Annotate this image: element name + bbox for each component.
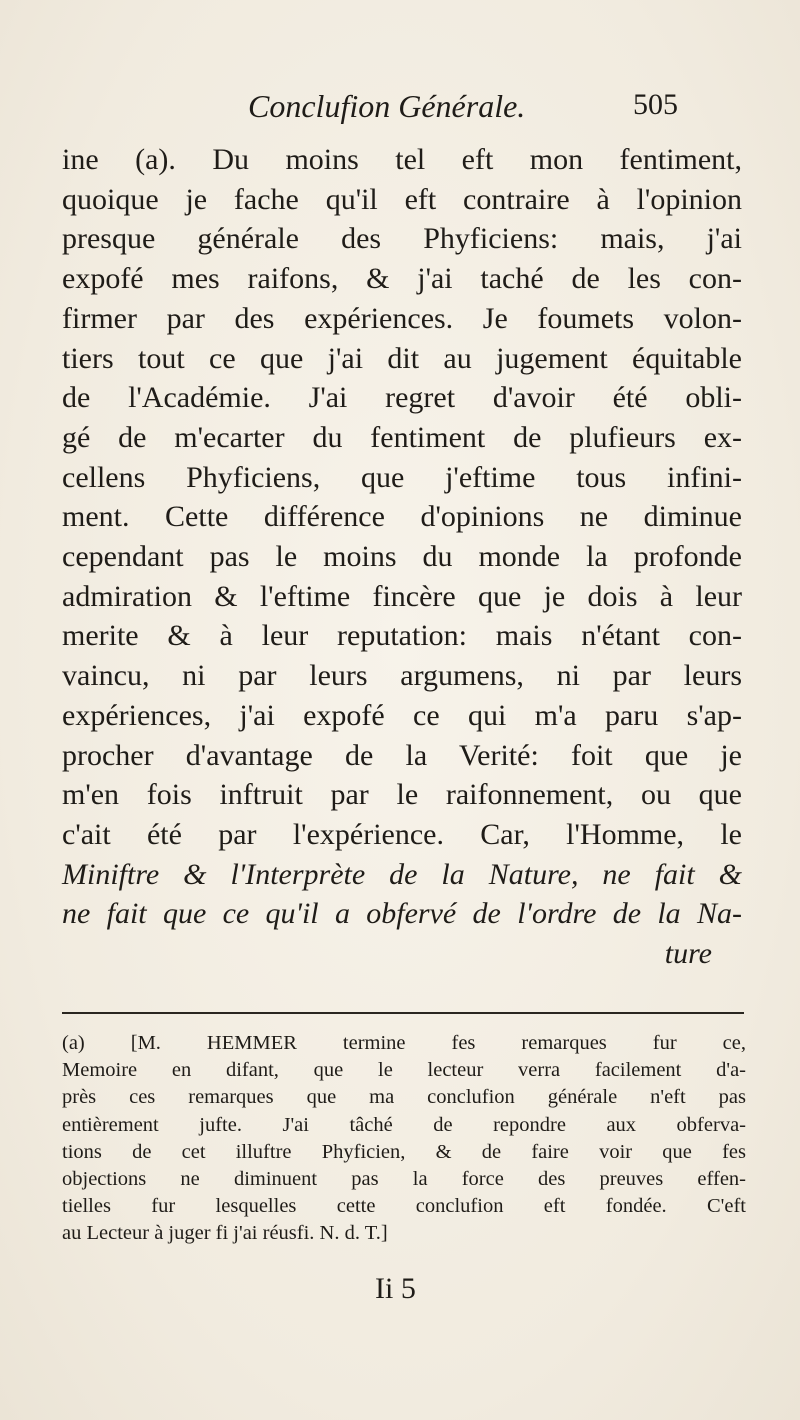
footnote-line: Memoire en difant, que le lecteur verra facilement d'a- xyxy=(62,1059,746,1082)
footnote-line: près ces remarques que ma conclufion générale n'eft pas xyxy=(62,1086,746,1109)
text-line: ine (a). Du moins tel eft mon fentiment, xyxy=(62,143,742,176)
text-line-catchword: ture xyxy=(664,937,712,971)
text-line: tiers tout ce que j'ai dit au jugement équitable xyxy=(62,341,742,375)
text-line: quoique je fache qu'il eft contraire à l'opinion xyxy=(62,182,742,216)
text-line: gé de m'ecarter du fentiment de plufieurs ex- xyxy=(62,420,742,454)
text-line: cependant pas le moins du monde la profonde xyxy=(62,540,742,574)
text-line: cellens Phyficiens, que j'eftime tous infini- xyxy=(62,460,742,494)
text-line: m'en fois inftruit par le raifonnement, ou que xyxy=(62,778,742,812)
footnote-line: au Lecteur à juger fi j'ai réusfi. N. d. T.] xyxy=(62,1222,388,1245)
footnote-line: objections ne diminuent pas la force des preuves effen- xyxy=(62,1168,746,1191)
footnote-line: tions de cet illuftre Phyficien, & de faire voir que fes xyxy=(62,1140,746,1163)
text-line-italic: ne fait que ce qu'il a obfervé de l'ordre de la Na- xyxy=(62,897,742,931)
text-line: firmer par des expériences. Je foumets volon- xyxy=(62,301,742,335)
text-line: procher d'avantage de la Verité: foit que je xyxy=(62,738,742,772)
text-line: expofé mes raifons, & j'ai taché de les con- xyxy=(62,262,742,296)
running-title: Conclufion Générale. xyxy=(248,88,526,124)
signature-mark: Ii 5 xyxy=(375,1272,416,1305)
text-line: c'ait été par l'expérience. Car, l'Homme, le xyxy=(62,817,742,851)
body-text xyxy=(62,140,742,974)
text-line: expériences, j'ai expofé ce qui m'a paru s'ap- xyxy=(62,698,742,732)
text-line: admiration & l'eftime fincère que je dois à leur xyxy=(62,579,742,613)
footnote-divider xyxy=(62,1012,744,1014)
running-header xyxy=(248,88,678,128)
text-line: presque générale des Phyficiens: mais, j'ai xyxy=(62,222,742,256)
text-line: de l'Académie. J'ai regret d'avoir été obli- xyxy=(62,381,742,415)
footnote-line: tielles fur lesquelles cette conclufion eft fondée. C'eft xyxy=(62,1195,746,1218)
footnote-line: (a) [M. HEMMER termine fes remarques fur ce, xyxy=(62,1032,746,1054)
text-line: vaincu, ni par leurs argumens, ni par leurs xyxy=(62,659,742,693)
text-line: merite & à leur reputation: mais n'étant con- xyxy=(62,619,742,653)
text-line: ment. Cette différence d'opinions ne diminue xyxy=(62,500,742,534)
footnote xyxy=(62,1030,746,1248)
text-line-italic: Miniftre & l'Interprète de la Nature, ne fait & xyxy=(62,857,742,891)
page-number: 505 xyxy=(633,88,678,121)
footnote-line: entièrement jufte. J'ai tâché de repondre aux obferva- xyxy=(62,1113,746,1136)
